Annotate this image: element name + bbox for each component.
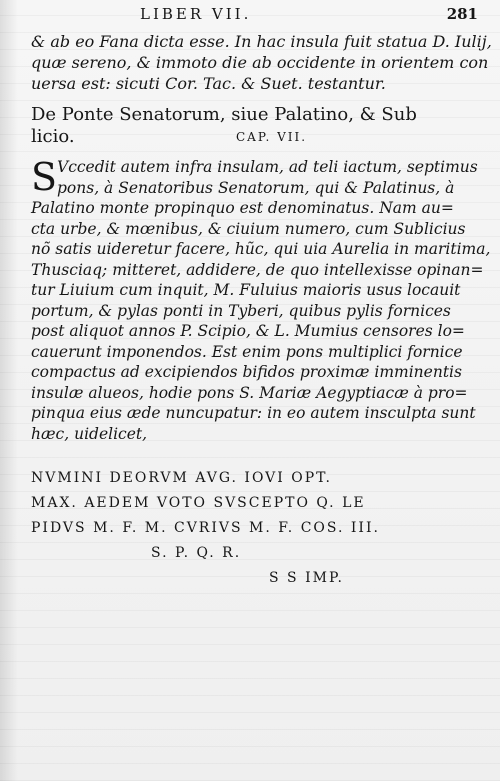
- running-head: LIBER VII.: [140, 5, 252, 23]
- intro-paragraph: [31, 31, 492, 94]
- intro-line: uersa est: sicuti Cor. Tac. & Suet. testantur.: [31, 74, 386, 93]
- body-line: nõ satis uideretur facere, hũc, qui uia Aurelia in maritima,: [31, 240, 491, 258]
- intro-line: & ab eo Fana dicta esse. In hac insula fuit statua D. Iulij,: [31, 32, 492, 51]
- drop-cap: S: [31, 155, 58, 199]
- inscription-line: S. P. Q. R.: [151, 545, 242, 561]
- inscription-line: S S IMP.: [269, 570, 344, 586]
- body-line: hæc, uidelicet,: [31, 424, 148, 443]
- body-line: tur Liuium cum inquit, M. Fuluius maioris usus locauit: [31, 281, 461, 299]
- body-line: Palatino monte propinquo est denominatus. Nam au=: [31, 199, 454, 217]
- intro-line: quæ sereno, & immoto die ab occidente in orientem con: [31, 53, 489, 72]
- chapter-heading: [31, 104, 466, 148]
- chapter-title-line1: De Ponte Senatorum, siue Palatino, & Sub: [31, 104, 417, 125]
- page-number: 281: [446, 5, 478, 23]
- body-line: pons, à Senatoribus Senatorum, qui & Palatinus, à: [57, 178, 455, 197]
- dropcap-block: [31, 155, 478, 199]
- chapter-number: CAP. VII.: [236, 130, 308, 144]
- body-paragraph: [31, 155, 491, 444]
- body-line: post aliquot annos P. Scipio, & L. Mumius censores lo=: [31, 322, 465, 340]
- body-line: compactus ad excipiendos bifidos proximæ imminentis: [31, 363, 462, 381]
- inscription-block: [31, 466, 471, 591]
- body-line: Vccedit autem infra insulam, ad teli iactum, septimus: [57, 158, 478, 176]
- page-header: [0, 4, 500, 28]
- body-line: cta urbe, & mœnibus, & ciuium numero, cum Sublicius: [31, 219, 466, 238]
- body-line: pinqua eius æde nuncupatur: in eo autem insculpta sunt: [31, 404, 476, 422]
- body-line: cauerunt imponendos. Est enim pons multiplici fornice: [31, 342, 463, 361]
- body-line: portum, & pylas ponti in Tyberi, quibus pylis fornices: [31, 301, 451, 320]
- inscription-line: NVMINI DEORVM AVG. IOVI OPT.: [31, 470, 332, 486]
- chapter-title-line2: licio.: [31, 126, 75, 147]
- inscription-line: MAX. AEDEM VOTO SVSCEPTO Q. LE: [31, 495, 366, 511]
- body-line: insulæ alueos, hodie pons S. Mariæ Aegyptiacæ à pro=: [31, 383, 468, 402]
- body-line: Thusciaq; mitteret, addidere, de quo intellexisse opinan=: [31, 260, 484, 279]
- inscription-line: PIDVS M. F. M. CVRIVS M. F. COS. III.: [31, 520, 380, 536]
